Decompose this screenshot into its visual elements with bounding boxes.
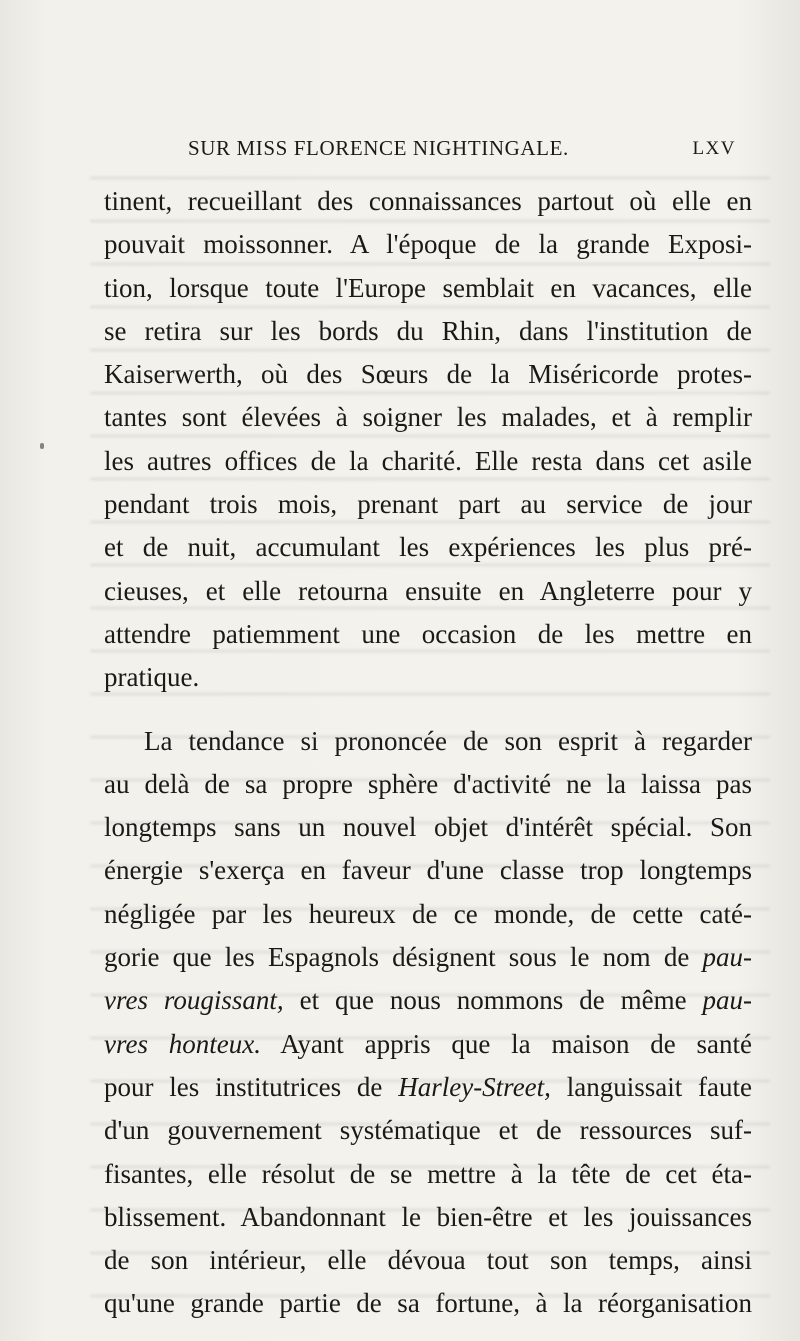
paragraph-2 bbox=[104, 720, 752, 1326]
text-line bbox=[104, 1066, 752, 1109]
text-run: pour les institutrices de bbox=[104, 1071, 399, 1102]
text-line: les autres offices de la charité. Elle resta dans cet asile bbox=[104, 445, 752, 476]
text-line: Kaiserwerth, où des Sœurs de la Miséricorde protes- bbox=[104, 359, 752, 390]
ink-speck bbox=[40, 443, 44, 449]
text-line bbox=[104, 1023, 752, 1066]
text-line: cieuses, et elle retourna ensuite en Angleterre pour y bbox=[104, 575, 752, 606]
text-line: négligée par les heureux de ce monde, de cette caté- bbox=[104, 898, 752, 929]
text-line: pendant trois mois, prenant part au service de jour bbox=[104, 489, 752, 520]
text-line: d'un gouvernement systématique et de ressources suf- bbox=[104, 1115, 752, 1146]
text-line: La tendance si prononcée de son esprit à regarder bbox=[144, 725, 752, 756]
text-line: tantes sont élevées à soigner les malades, et à remplir bbox=[104, 402, 752, 433]
text-line: se retira sur les bords du Rhin, dans l'institution de bbox=[104, 315, 752, 346]
paragraph-gap bbox=[104, 700, 752, 720]
text-line: au delà de sa propre sphère d'activité ne la laissa pas bbox=[104, 768, 752, 799]
italic-run: vres rougissant, bbox=[104, 985, 284, 1016]
page-body bbox=[104, 180, 752, 1326]
text-line: qu'une grande partie de sa fortune, à la réorganisation bbox=[104, 1288, 752, 1319]
text-line: énergie s'exerça en faveur d'une classe trop longtemps bbox=[104, 855, 752, 886]
text-line: pouvait moissonner. A l'époque de la grande Exposi- bbox=[104, 229, 752, 260]
italic-run: pau- bbox=[702, 942, 752, 973]
text-run: Ayant appris que la maison de santé bbox=[261, 1028, 752, 1059]
text-line: attendre patiemment une occasion de les mettre en bbox=[104, 618, 752, 649]
text-line bbox=[104, 979, 752, 1022]
paragraph-1 bbox=[104, 180, 752, 700]
text-line: blissement. Abandonnant le bien-être et les jouissances bbox=[104, 1201, 752, 1232]
italic-run: pau- bbox=[702, 985, 752, 1016]
text-run: et que nous nommons de même bbox=[283, 985, 703, 1016]
text-line: tion, lorsque toute l'Europe semblait en vacances, elle bbox=[104, 272, 752, 303]
page-number: LXV bbox=[692, 138, 736, 159]
text-line bbox=[104, 936, 752, 979]
text-line: longtemps sans un nouvel objet d'intérêt spécial. Son bbox=[104, 812, 752, 843]
running-title: SUR MISS FLORENCE NIGHTINGALE. bbox=[188, 136, 569, 160]
text-run: gorie que les Espagnols désignent sous le nom de bbox=[104, 942, 703, 973]
text-line: et de nuit, accumulant les expériences les plus pré- bbox=[104, 532, 752, 563]
running-header bbox=[188, 136, 736, 166]
text-line: tinent, recueillant des connaissances partout où elle en bbox=[104, 186, 752, 216]
text-run: languissait faute bbox=[550, 1071, 753, 1102]
text-line: pratique. bbox=[104, 662, 200, 693]
text-line: de son intérieur, elle dévoua tout son temps, ainsi bbox=[104, 1245, 752, 1276]
italic-run: vres honteux. bbox=[104, 1028, 261, 1059]
italic-run: Harley-Street, bbox=[398, 1071, 551, 1102]
text-line: fisantes, elle résolut de se mettre à la tête de cet éta- bbox=[104, 1158, 752, 1189]
